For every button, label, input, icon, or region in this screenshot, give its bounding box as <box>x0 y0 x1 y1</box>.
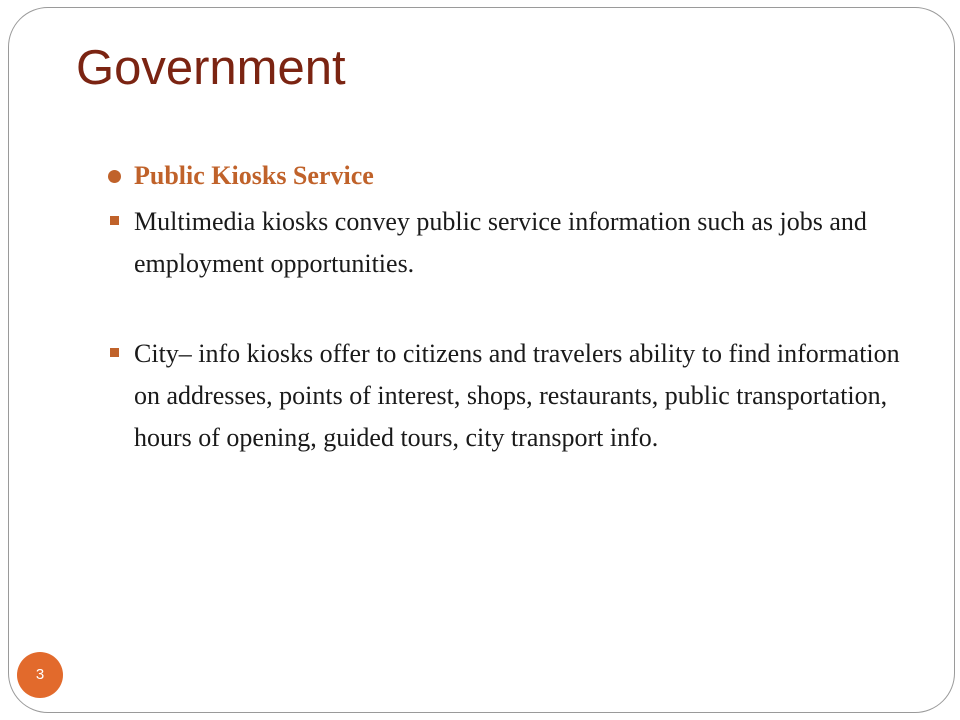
bullet-item <box>106 201 906 285</box>
bullet-item-text: City– info kiosks offer to citizens and travelers ability to find information on addresses, points of interest, shops, restaurants, public transportation, hours of opening, guided tours, city transport info. <box>134 339 900 452</box>
page-number-badge: 3 <box>17 652 63 698</box>
slide-content <box>106 154 906 459</box>
round-bullet-icon <box>108 170 121 183</box>
slide-title: Government <box>76 41 346 95</box>
bullet-item-text: Multimedia kiosks convey public service information such as jobs and employment opportunities. <box>134 207 867 278</box>
bullet-heading <box>106 154 906 198</box>
bullet-heading-text: Public Kiosks Service <box>134 161 374 190</box>
square-bullet-icon <box>110 216 119 225</box>
square-bullet-icon <box>110 348 119 357</box>
bullet-item <box>106 333 906 459</box>
